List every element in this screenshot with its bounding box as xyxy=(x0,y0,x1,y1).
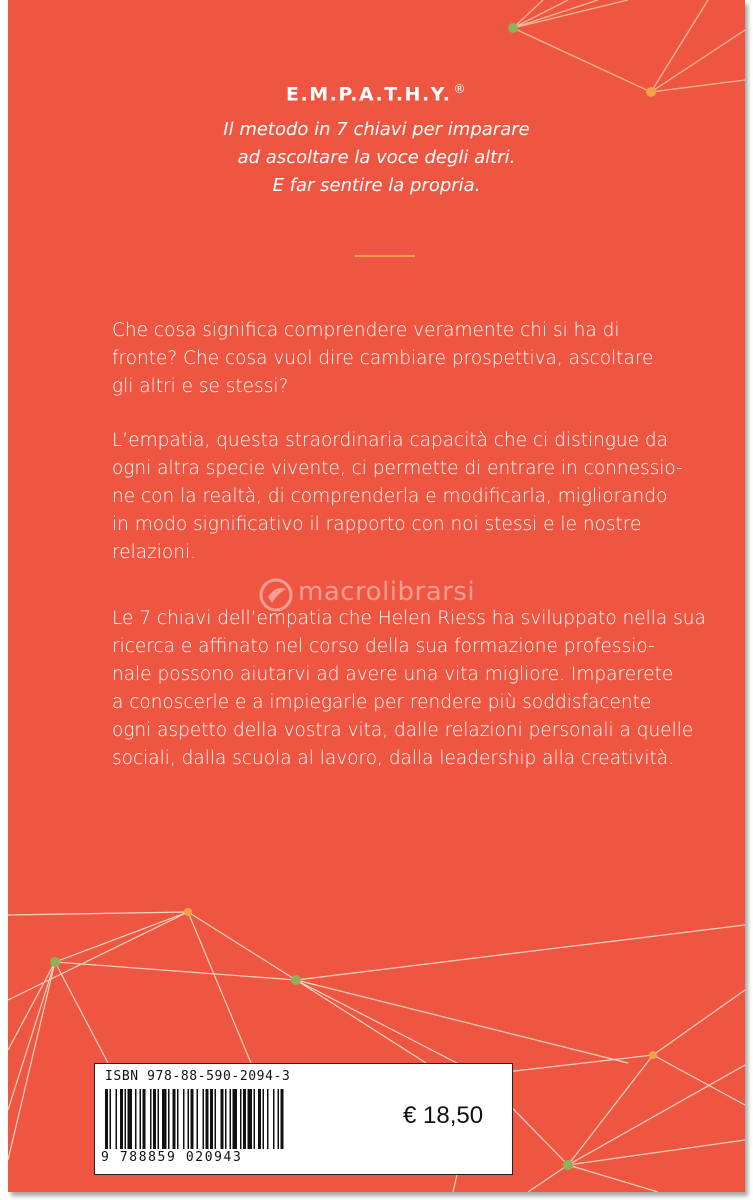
barcode-bar xyxy=(125,1089,127,1149)
paragraph-seven-keys xyxy=(112,605,712,773)
tagline-line: Il metodo in 7 chiavi per imparare xyxy=(223,119,530,140)
barcode-bar xyxy=(158,1089,160,1149)
text-line: fronte? Che cosa vuol dire cambiare prospettiva, ascoltare xyxy=(112,348,654,369)
watermark xyxy=(258,575,518,615)
barcode-bar xyxy=(105,1089,108,1149)
watermark-text: macrolibrarsi xyxy=(298,577,476,607)
barcode-bar xyxy=(230,1089,232,1149)
divider-line xyxy=(355,255,415,257)
barcode-bar xyxy=(248,1089,253,1149)
text-line: ogni altra specie vivente, ci permette di entrare in connessio- xyxy=(112,458,683,479)
barcode-bar xyxy=(258,1089,261,1149)
barcode-bar xyxy=(110,1089,112,1149)
barcode-bar xyxy=(206,1089,209,1149)
barcode-bar xyxy=(191,1089,194,1149)
barcode-bar xyxy=(278,1089,280,1149)
barcode-bar xyxy=(143,1089,146,1149)
barcode-bar xyxy=(120,1089,123,1149)
text-line: L’empatia, questa straordinaria capacità che ci distingue da xyxy=(112,430,668,451)
book-title xyxy=(8,82,745,105)
barcode-bar xyxy=(168,1089,170,1149)
isbn-text: ISBN 978-88-590-2094-3 xyxy=(105,1069,291,1084)
text-line: nale possono aiutarvi ad avere una vita migliore. Imparerete xyxy=(112,664,674,685)
barcode-bar xyxy=(128,1089,133,1149)
tagline-line: E far sentire la propria. xyxy=(272,175,481,196)
tagline-line: ad ascoltare la voce degli altri. xyxy=(237,147,516,168)
title-text: E.M.P.A.T.H.Y. xyxy=(286,83,452,106)
paragraph-intro xyxy=(112,317,712,401)
price: € 18,50 xyxy=(403,1102,484,1129)
barcode-bar xyxy=(221,1089,224,1149)
barcode-bar xyxy=(140,1089,142,1149)
barcode-bar xyxy=(183,1089,185,1149)
barcode-bar xyxy=(263,1089,265,1149)
text-line: ogni aspetto della vostra vita, dalle relazioni personali a quelle xyxy=(112,720,694,741)
barcode-bar xyxy=(150,1089,152,1149)
paragraph-empathy xyxy=(112,427,712,567)
text-line: in modo significativo il rapporto con noi stessi e le nostre xyxy=(112,514,642,535)
barcode-bar xyxy=(197,1089,199,1149)
watermark-logo-icon xyxy=(258,577,294,613)
barcode-label xyxy=(94,1063,513,1175)
barcode-bar xyxy=(188,1089,190,1149)
barcode-bar xyxy=(203,1089,205,1149)
barcode-bar xyxy=(177,1089,179,1149)
barcode-bar xyxy=(254,1089,256,1149)
text-line: ne con la realtà, di comprenderla e modificarla, migliorando xyxy=(112,486,668,507)
barcode-bar xyxy=(273,1089,275,1149)
barcode-bar xyxy=(233,1089,238,1149)
barcode-bar xyxy=(267,1089,269,1149)
barcode-digits: 9 788859 020943 xyxy=(101,1150,243,1165)
tagline xyxy=(8,116,745,200)
text-line: Che cosa significa comprendere veramente chi si ha di xyxy=(112,320,620,341)
barcode-bar xyxy=(240,1089,242,1149)
barcode-bar xyxy=(215,1089,217,1149)
registered-mark: ® xyxy=(453,82,467,96)
barcode-bar xyxy=(210,1089,213,1149)
barcode-bar xyxy=(243,1089,246,1149)
text-line: ricerca e affinato nel corso della sua formazione professio- xyxy=(112,636,655,657)
barcode-bar xyxy=(116,1089,118,1149)
barcode-bar xyxy=(281,1089,284,1149)
text-line: sociali, dalla scuola al lavoro, dalla leadership alla creatività. xyxy=(112,748,674,769)
barcode-bar xyxy=(173,1089,176,1149)
text-line: a conoscerle e a impiegarle per rendere più soddisfacente xyxy=(112,692,652,713)
text-line: Le 7 chiavi dell’empatia che Helen Riess ha sviluppato nella sua xyxy=(112,608,706,629)
text-line: gli altri e se stessi? xyxy=(112,376,289,397)
book-back-cover xyxy=(8,0,745,1192)
barcode-bar xyxy=(153,1089,156,1149)
barcode-bar xyxy=(135,1089,137,1149)
barcode-bar xyxy=(225,1089,227,1149)
barcode-bar xyxy=(162,1089,167,1149)
barcode xyxy=(105,1089,387,1149)
text-line: relazioni. xyxy=(112,542,196,563)
